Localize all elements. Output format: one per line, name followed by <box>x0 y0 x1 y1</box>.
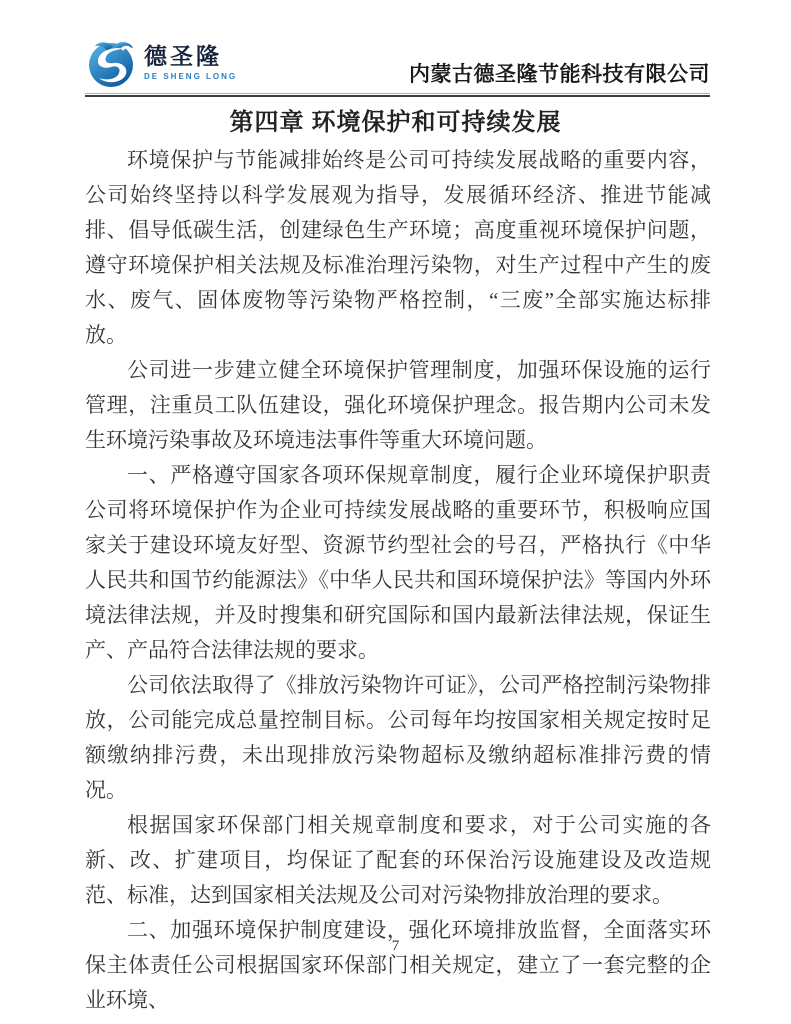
logo-chinese-name: 德圣隆 <box>144 44 222 70</box>
dragon-s-circle-icon <box>85 36 139 90</box>
body-paragraph: 根据国家环保部门相关规章制度和要求，对于公司实施的各新、改、扩建项目，均保证了配套的环保治污设施建设及改造规范、标准，达到国家相关法规及公司对污染物排放治理的要求。 <box>85 813 711 907</box>
company-logo <box>85 36 237 90</box>
document-body <box>85 143 711 1018</box>
page-number: 7 <box>391 938 400 954</box>
page-header <box>85 30 710 90</box>
body-paragraph: 公司进一步建立健全环境保护管理制度，加强环保设施的运行管理，注重员工队伍建设，强化环境保护理念。报告期内公司未发生环境污染事故及环境违法事件等重大环境问题。 <box>85 358 711 452</box>
logo-english-name: DE SHENG LONG <box>144 71 238 81</box>
body-paragraph: 一、严格遵守国家各项环保规章制度，履行企业环境保护职责公司将环境保护作为企业可持续发展战略的重要环节，积极响应国家关于建设环境友好型、资源节约型社会的号召，严格执行《中华人民共和国节约能源法》《中华人民共和国环境保护法》等国内外环境法律法规，并及时搜集和研究国际和国内最新法律法规，保证生产、产品符合法律法规的要求。 <box>85 463 711 662</box>
body-paragraph: 二、加强环境保护制度建设，强化环境排放监督，全面落实环保主体责任公司根据国家环保部门相关规定，建立了一套完整的企业环境、 <box>85 918 711 1012</box>
header-rule-dark-line <box>85 95 710 97</box>
header-rule <box>85 93 710 97</box>
logo-text <box>144 45 237 80</box>
header-rule-light-line <box>85 93 710 94</box>
chapter-title: 第四章 环境保护和可持续发展 <box>229 110 562 136</box>
page-footer <box>0 938 791 955</box>
body-paragraph: 公司依法取得了《排放污染物许可证》，公司严格控制污染物排放，公司能完成总量控制目标。公司每年均按国家相关规定按时足额缴纳排污费，未出现排放污染物超标及缴纳超标准排污费的情况。 <box>85 673 711 802</box>
company-name: 内蒙古德圣隆节能科技有限公司 <box>409 62 710 86</box>
body-paragraph: 环境保护与节能减排始终是公司可持续发展战略的重要内容，公司始终坚持以科学发展观为指导，发展循环经济、推进节能减排、倡导低碳生活，创建绿色生产环境；高度重视环境保护问题，遵守环境保护相关法规及标准治理污染物，对生产过程中产生的废水、废气、固体废物等污染物严格控制，“三废”全部实施达标排放。 <box>85 148 711 347</box>
